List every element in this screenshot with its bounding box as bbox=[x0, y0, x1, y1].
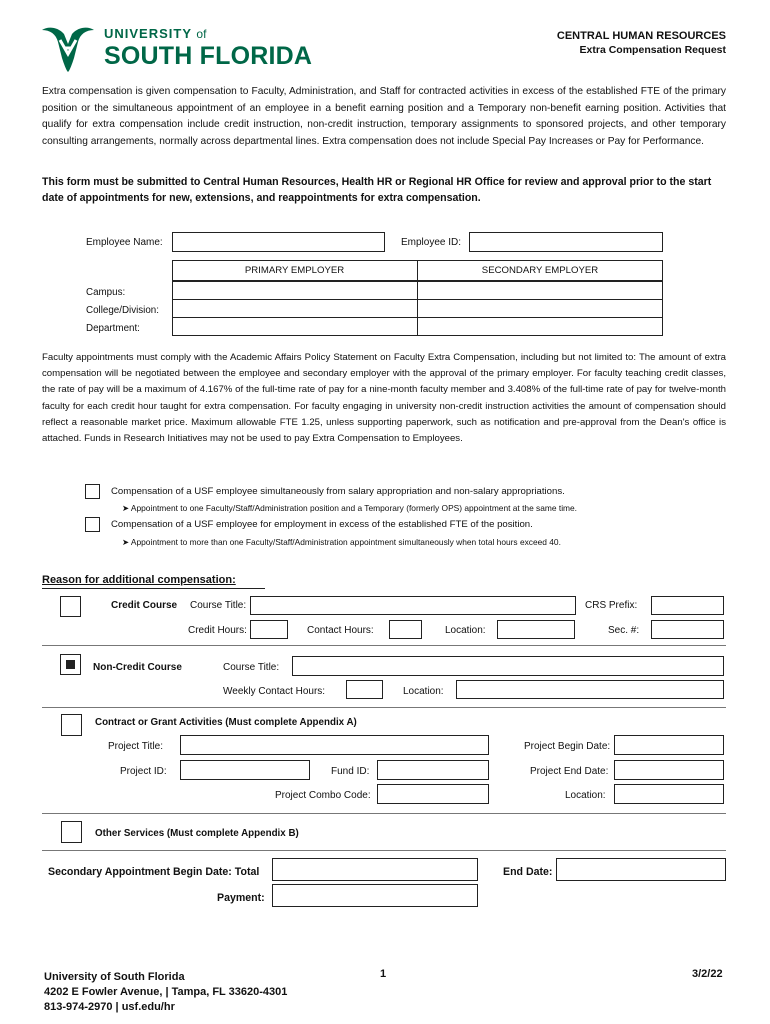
contract-location-label: Location: bbox=[565, 790, 606, 801]
logo-university-text: UNIVERSITY bbox=[104, 26, 192, 41]
employee-id-field[interactable] bbox=[469, 232, 663, 252]
end-date-label: End Date: bbox=[503, 866, 553, 878]
campus-label: Campus: bbox=[86, 287, 126, 298]
other-services-checkbox[interactable] bbox=[61, 821, 82, 843]
comp-type-1-checkbox[interactable] bbox=[85, 484, 100, 499]
total-payment-field[interactable] bbox=[272, 884, 478, 907]
comp-type-1-label: Compensation of a USF employee simultaneously from salary appropriation and non-salary appropriations. bbox=[111, 486, 565, 497]
credit-location-label: Location: bbox=[445, 625, 486, 636]
project-end-date-field[interactable] bbox=[614, 760, 724, 780]
employee-name-label: Employee Name: bbox=[86, 237, 163, 248]
project-id-label: Project ID: bbox=[120, 766, 167, 777]
project-end-date-label: Project End Date: bbox=[530, 766, 609, 777]
contract-location-field[interactable] bbox=[614, 784, 724, 804]
reason-underline bbox=[42, 588, 265, 589]
contract-grant-checkbox[interactable] bbox=[61, 714, 82, 736]
campus-primary-field[interactable] bbox=[172, 281, 418, 300]
credit-course-title-field[interactable] bbox=[250, 596, 576, 615]
weekly-contact-hours-field[interactable] bbox=[346, 680, 383, 699]
payment-label: Payment: bbox=[217, 892, 265, 904]
page-number: 1 bbox=[380, 968, 387, 980]
nc-course-title-label: Course Title: bbox=[223, 662, 280, 673]
arrow-bullet-icon: ➤ bbox=[122, 537, 130, 547]
sec-number-field[interactable] bbox=[651, 620, 724, 639]
credit-hours-field[interactable] bbox=[250, 620, 288, 639]
section-divider bbox=[42, 813, 726, 814]
campus-secondary-field[interactable] bbox=[417, 281, 663, 300]
fund-id-field[interactable] bbox=[377, 760, 489, 780]
comp-type-1-bullet: ➤ Appointment to one Faculty/Staff/Administration position and a Temporary (formerly OPS) appointment at the same time. bbox=[122, 503, 578, 513]
submission-notice: This form must be submitted to Central Human Resources, Health HR or Regional HR Office for review and approval prior to the start date of appointments for new, extensions, and reappointments for extra compensation. bbox=[42, 176, 712, 204]
usf-logo bbox=[38, 24, 313, 74]
end-date-field[interactable] bbox=[556, 858, 726, 881]
course-title-label: Course Title: bbox=[190, 600, 247, 611]
project-id-field[interactable] bbox=[180, 760, 310, 780]
nc-location-label: Location: bbox=[403, 686, 444, 697]
credit-hours-label: Credit Hours: bbox=[188, 625, 247, 636]
credit-course-label: Credit Course bbox=[111, 600, 178, 611]
contract-grant-label: Contract or Grant Activities (Must complete Appendix A) bbox=[95, 717, 357, 728]
checkbox-filled-mark bbox=[66, 660, 75, 669]
section-divider bbox=[42, 850, 726, 851]
footer-date: 3/2/22 bbox=[692, 968, 723, 980]
policy-paragraph: Faculty appointments must comply with the Academic Affairs Policy Statement on Faculty Extra Compensation, including but not limited to: The amount of extra compensation will be negotiated between the employee and secondary employer with the approval of the primary employer. For faculty teaching credit classes, the rate of pay will be a maximum of 4.167% of the full-time rate of pay for a nine-month faculty member and 3.408% of the full-time rate of pay for twelve-month faculty for each credit hour taught for extra compensation. For faculty engaging in university non-credit instruction activities the amount of compensation should reflect a reasonable market price. Maximum allowable FTE 1.25, unless supporting paperwork, such as notification and pre-approval from the Dean's office is attached. Funds in Research Initiatives may not be used to pay Extra Compensation to Employees. bbox=[42, 352, 726, 445]
header-divider bbox=[417, 260, 418, 281]
project-title-field[interactable] bbox=[180, 735, 489, 755]
department-label: Department: bbox=[86, 323, 140, 334]
credit-course-checkbox[interactable] bbox=[60, 596, 81, 617]
nc-course-title-field[interactable] bbox=[292, 656, 724, 676]
form-title: Extra Compensation Request bbox=[579, 44, 726, 56]
college-label: College/Division: bbox=[86, 305, 159, 316]
contact-hours-field[interactable] bbox=[389, 620, 422, 639]
reason-heading: Reason for additional compensation: bbox=[42, 574, 236, 586]
col-primary-employer: PRIMARY EMPLOYER bbox=[244, 265, 345, 276]
dept-title: CENTRAL HUMAN RESOURCES bbox=[556, 30, 726, 42]
begin-date-field[interactable] bbox=[272, 858, 478, 881]
non-credit-course-label: Non-Credit Course bbox=[93, 662, 182, 673]
fund-id-label: Fund ID: bbox=[331, 766, 370, 777]
college-secondary-field[interactable] bbox=[417, 299, 663, 318]
bull-horns-icon bbox=[38, 24, 98, 74]
arrow-bullet-icon: ➤ bbox=[122, 503, 130, 513]
comp-type-2-checkbox[interactable] bbox=[85, 517, 100, 532]
employee-name-field[interactable] bbox=[172, 232, 385, 252]
footer-address: 4202 E Fowler Avenue, | Tampa, FL 33620-4301 bbox=[44, 986, 288, 998]
contact-hours-label: Contact Hours: bbox=[307, 625, 374, 636]
comp-type-2-label: Compensation of a USF employee for employment in excess of the established FTE of the position. bbox=[111, 519, 533, 530]
project-combo-code-field[interactable] bbox=[377, 784, 489, 804]
department-primary-field[interactable] bbox=[172, 317, 418, 336]
intro-paragraph: Extra compensation is given compensation to Faculty, Administration, and Staff for contracted activities in excess of the established FTE of the primary position or the simultaneous appointment of an employee in a benefit earning position and a Temporary non-benefit earning position. Activities that qualify for extra compensation include credit instruction, non-credit instruction, temporary assignments to sponsored projects, and other temporary consulting arrangements, normally across departmental lines. Extra compensation does not include Special Pay Increases or Pay for Performance. bbox=[42, 86, 726, 147]
employee-id-label: Employee ID: bbox=[401, 237, 462, 248]
begin-date-label: Secondary Appointment Begin Date: Total bbox=[48, 866, 260, 878]
logo-south-florida-text: SOUTH FLORIDA bbox=[104, 42, 313, 70]
weekly-contact-hours-label: Weekly Contact Hours: bbox=[223, 686, 326, 697]
project-begin-date-label: Project Begin Date: bbox=[524, 741, 611, 752]
col-secondary-employer: SECONDARY EMPLOYER bbox=[481, 265, 599, 276]
sec-number-label: Sec. #: bbox=[608, 625, 640, 636]
college-primary-field[interactable] bbox=[172, 299, 418, 318]
footer-contact: 813-974-2970 | usf.edu/hr bbox=[44, 1001, 175, 1013]
logo-of-text: of bbox=[196, 27, 207, 41]
crs-prefix-label: CRS Prefix: bbox=[585, 600, 638, 611]
credit-location-field[interactable] bbox=[497, 620, 575, 639]
comp-type-2-bullet: ➤ Appointment to more than one Faculty/Staff/Administration appointment simultaneously when total hours exceed 40. bbox=[122, 537, 561, 547]
crs-prefix-field[interactable] bbox=[651, 596, 724, 615]
project-begin-date-field[interactable] bbox=[614, 735, 724, 755]
section-divider bbox=[42, 645, 726, 646]
footer-org: University of South Florida bbox=[44, 971, 185, 983]
project-combo-code-label: Project Combo Code: bbox=[275, 790, 371, 801]
other-services-label: Other Services (Must complete Appendix B) bbox=[95, 828, 299, 839]
department-secondary-field[interactable] bbox=[417, 317, 663, 336]
nc-location-field[interactable] bbox=[456, 680, 724, 699]
section-divider bbox=[42, 707, 726, 708]
non-credit-course-checkbox[interactable] bbox=[60, 654, 81, 675]
project-title-label: Project Title: bbox=[108, 741, 164, 752]
